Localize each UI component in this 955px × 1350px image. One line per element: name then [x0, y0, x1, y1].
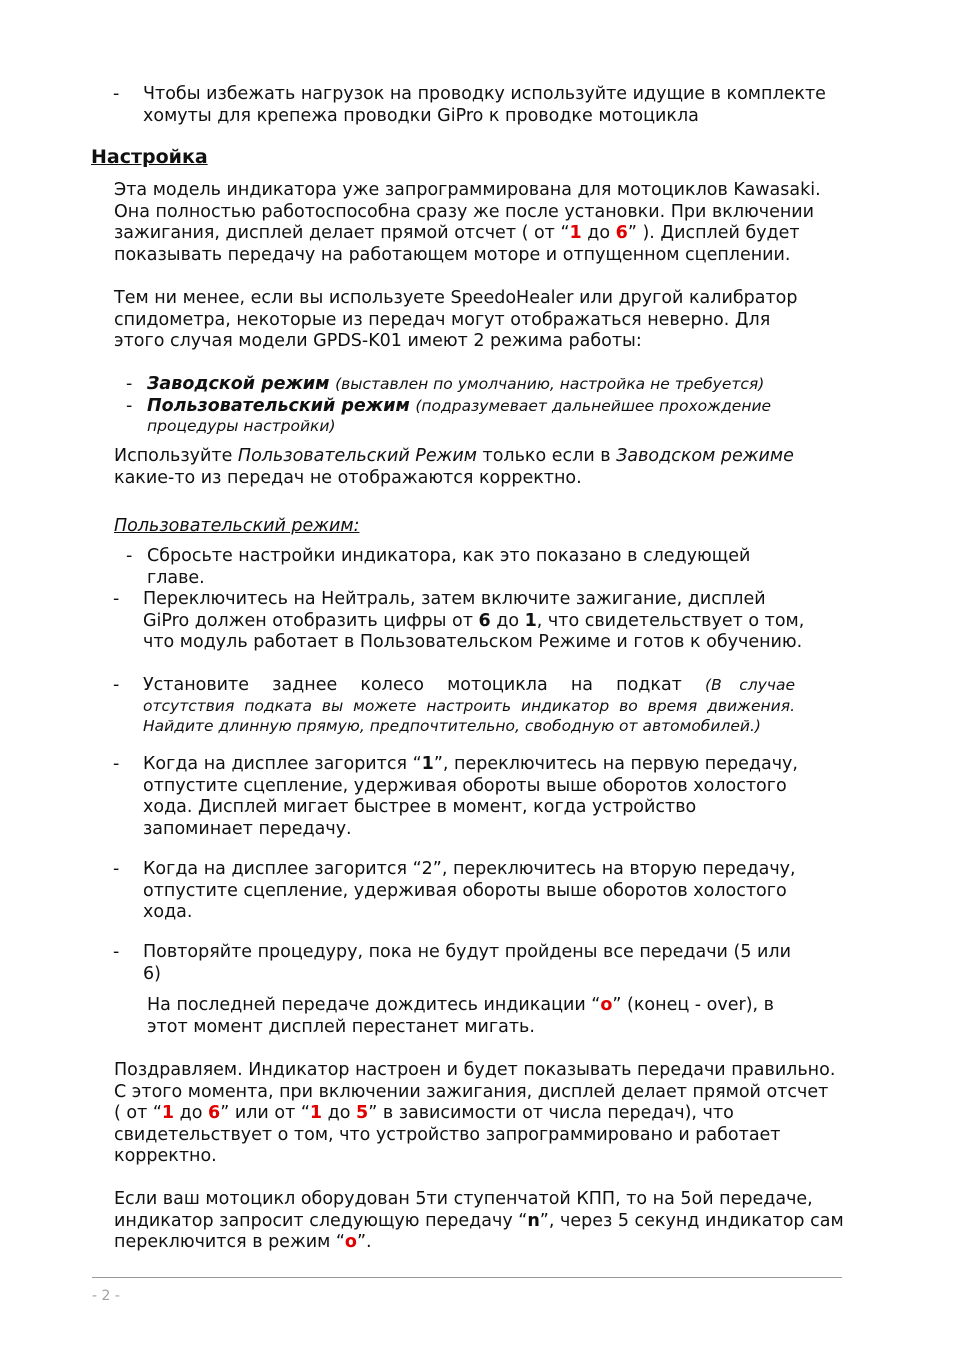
indicator-o: o	[600, 995, 613, 1015]
text-italic: Пользовательский Режим	[237, 446, 477, 466]
digit: 6	[208, 1103, 221, 1123]
paragraph-intro	[114, 180, 834, 266]
text: ” ). Дисплей будет показывать передачу на работающем моторе и отпущенном сцеплении.	[114, 223, 800, 265]
text: , что свидетельствует о том, что модуль работает в Пользовательском Режиме и готов к обучению.	[143, 610, 805, 652]
text: ”.	[356, 1232, 372, 1252]
text: Используйте	[114, 446, 238, 466]
text-italic: Заводском режиме	[616, 446, 794, 466]
step-first-gear	[143, 754, 803, 840]
mode-note: (выставлен по умолчанию, настройка не требуется)	[335, 375, 765, 393]
text: какие-то из передач не отображаются корректно.	[114, 467, 582, 488]
text: Когда на дисплее загорится “	[143, 754, 422, 774]
footer-rule	[92, 1277, 842, 1278]
text: до	[581, 223, 616, 243]
digit: 1	[161, 1103, 175, 1123]
paragraph-modes-intro: Тем ни менее, если вы используете SpeedoHealer или другой калибратор спидометра, некоторые из передач могут отображаться неверно. Для этого случая модели GPDS-K01 имеют 2 режима работы:	[114, 288, 798, 351]
mode-name: Пользовательский режим	[147, 396, 410, 416]
digit: 1	[309, 1103, 323, 1123]
digit-6: 6	[615, 223, 628, 243]
bullet-dash: -	[126, 396, 133, 416]
text: ”, переключитесь на первую передачу, отпустите сцепление, удерживая обороты выше оборотов холостого хода. Дисплей мигает быстрее в момент, когда устройство запоминает передачу.	[143, 754, 798, 839]
paragraph-use-user-mode	[114, 446, 814, 489]
text: Переключитесь на Нейтраль, затем включите зажигание, дисплей GiPro должен отобразить цифры от	[143, 589, 766, 631]
text: На последней передаче дождитесь индикации “	[147, 995, 601, 1015]
text: Установите заднее колесо мотоцикла на подкат	[143, 675, 706, 695]
text: ” в зависимости от числа передач), что свидетельствует о том, что устройство запрограммировано и работает корректно.	[114, 1103, 781, 1166]
mode-name: Заводской режим	[147, 374, 330, 394]
text: ”, через 5 секунд индикатор сам переключится в режим “	[114, 1210, 844, 1252]
bullet-dash: -	[113, 942, 120, 962]
bullet-dash: -	[126, 546, 133, 566]
paragraph-congrats	[114, 1060, 839, 1168]
bullet-dash: -	[126, 374, 133, 394]
text-bold: n	[527, 1210, 540, 1231]
text: до	[490, 610, 525, 631]
text: до	[174, 1103, 209, 1123]
step-neutral	[143, 589, 813, 654]
text-bold: 6	[478, 610, 491, 631]
step-note: (В случае отсутствия подката вы можете настроить индикатор во время движения. Найдите длинную прямую, предпочтительно, свободную от автомобилей.)	[143, 676, 795, 735]
text: ” (конец - over), в этот момент дисплей перестанет мигать.	[147, 995, 774, 1037]
digit: 5	[356, 1103, 369, 1123]
step-second-gear: Когда на дисплее загорится “2”, переключитесь на вторую передачу, отпустите сцепление, удерживая обороты выше оборотов холостого хода.	[143, 859, 796, 922]
step-repeat: Повторяйте процедуру, пока не будут пройдены все передачи (5 или 6)	[143, 942, 791, 984]
text: Если ваш мотоцикл оборудован 5ти ступенчатой КПП, то на 5ой передаче, индикатор запросит следующую передачу “	[114, 1189, 813, 1231]
step-last-gear	[147, 995, 797, 1038]
digit-1: 1	[569, 223, 582, 243]
section-title: Настройка	[91, 146, 208, 168]
bullet-dash: -	[113, 754, 120, 774]
text: Поздравляем. Индикатор настроен и будет показывать передачи правильно. С этого момента, при включении зажигания, дисплей делает прямой отсчет ( от “	[114, 1060, 836, 1123]
bullet-dash: -	[113, 675, 120, 695]
intro-bullet-text: Чтобы избежать нагрузок на проводку используйте идущие в комплекте хомуты для крепежа проводки GiPro к проводке мотоцикла	[143, 84, 826, 126]
step-reset: Сбросьте настройки индикатора, как это показано в следующей главе.	[147, 546, 751, 588]
mode-note: (подразумевает дальнейшее прохождение процедуры настройки)	[147, 397, 772, 435]
text-bold: 1	[524, 610, 537, 631]
user-mode-title: Пользовательский режим:	[114, 516, 360, 536]
step-stand	[143, 675, 795, 737]
bullet-dash: -	[113, 589, 120, 609]
mode-user	[147, 396, 807, 436]
bullet-dash: -	[113, 84, 120, 104]
text: ” или от “	[220, 1103, 310, 1123]
text: до	[322, 1103, 357, 1123]
text-bold: 1	[421, 754, 434, 774]
bullet-dash: -	[113, 859, 120, 879]
mode-factory	[147, 374, 807, 396]
text: только если в	[476, 446, 617, 466]
text: Эта модель индикатора уже запрограммирована для мотоциклов Kawasaki. Она полностью работоспособна сразу же после установки. При включении зажигания, дисплей делает прямой отсчет ( от “	[114, 180, 821, 243]
indicator-o: o	[344, 1232, 357, 1252]
paragraph-five-speed	[114, 1189, 844, 1254]
page-number: - 2 -	[92, 1288, 120, 1304]
